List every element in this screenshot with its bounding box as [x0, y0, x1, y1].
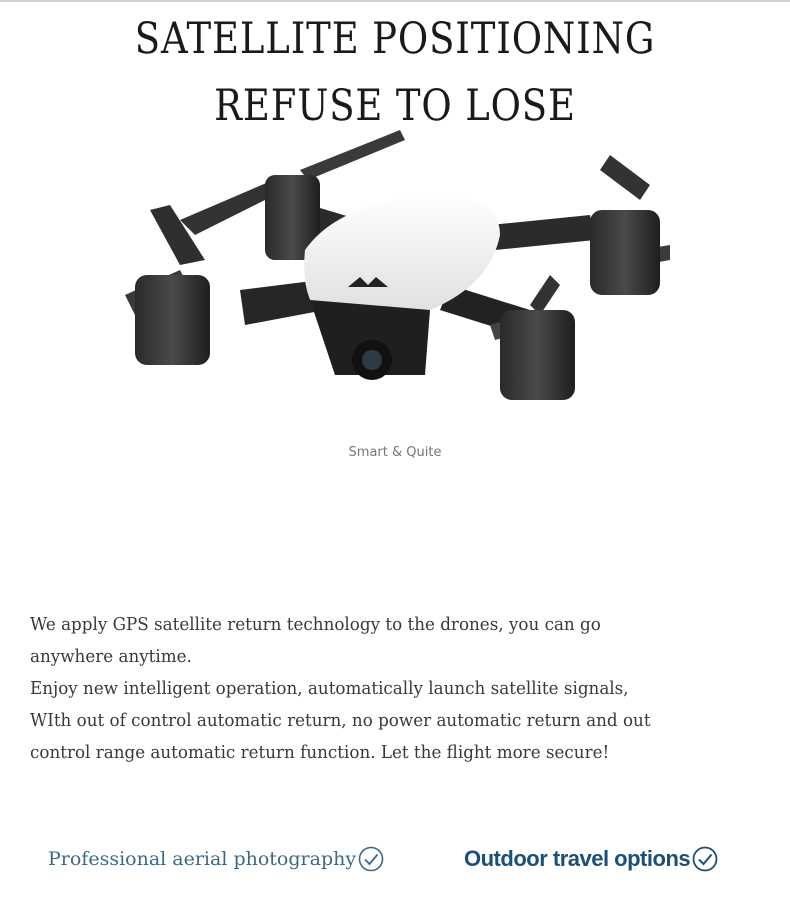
- headline-line-1: SATELLITE POSITIONING: [134, 14, 656, 64]
- feature-outdoor-travel: [464, 843, 718, 875]
- check-circle-icon: [358, 846, 384, 872]
- check-circle-icon: [692, 846, 718, 872]
- description-line: anywhere anytime.: [30, 646, 192, 667]
- feature-label: Outdoor travel options: [464, 846, 691, 871]
- drone-image: [110, 125, 690, 425]
- headline-line-2: REFUSE TO LOSE: [214, 81, 576, 131]
- description: [30, 609, 737, 769]
- description-line: WIth out of control automatic return, no power automatic return and out: [30, 710, 651, 731]
- feature-aerial-photography: [48, 843, 384, 875]
- description-line: We apply GPS satellite return technology to the drones, you can go: [30, 614, 601, 635]
- image-caption: Smart & Quite: [348, 445, 442, 460]
- feature-label: Professional aerial photography: [48, 848, 357, 870]
- description-line: Enjoy new intelligent operation, automatically launch satellite signals,: [30, 678, 629, 699]
- top-divider: [0, 0, 790, 2]
- description-line: control range automatic return function. Let the flight more secure!: [30, 742, 610, 763]
